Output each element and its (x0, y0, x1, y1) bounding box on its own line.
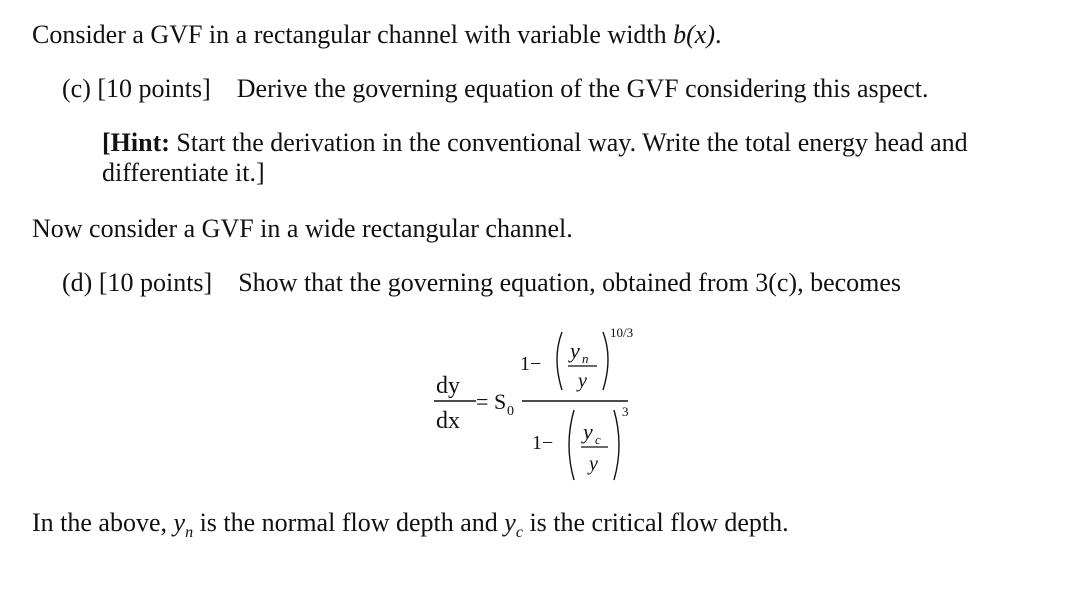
hint-open-bracket: [ (102, 128, 111, 157)
part-c-text: Derive the governing equation of the GVF considering this aspect. (236, 74, 929, 103)
eq-denominator-y: y (589, 453, 598, 475)
closing-yc: y (504, 508, 516, 537)
eq-denominator-right-paren (614, 410, 619, 480)
eq-yc-symbol: y (583, 419, 593, 444)
eq-lhs-denominator: dx (436, 408, 460, 434)
eq-yc-subscript: c (595, 432, 601, 447)
eq-numerator-left-paren (557, 332, 562, 390)
closing-post: is the critical flow depth. (522, 508, 789, 537)
closing-yc-subscript: c (515, 524, 523, 542)
intro-text: Consider a GVF in a rectangular channel with variable width (32, 20, 674, 49)
eq-slope: S (494, 389, 507, 414)
hint-label: Hint: (110, 128, 170, 157)
part-c-label: (c) [10 points] (62, 74, 211, 103)
hint-text: Start the derivation in the conventional way. Write the total energy head and differentiate it.] (102, 128, 968, 187)
wide-channel-text: Now consider a GVF in a wide rectangular channel. (32, 214, 573, 243)
eq-equals: = (476, 389, 489, 414)
eq-denominator-exponent: 3 (622, 404, 629, 419)
eq-lhs-numerator: dy (436, 373, 460, 399)
eq-numerator-exponent: 10/3 (610, 325, 634, 340)
closing-pre: In the above, (32, 508, 174, 537)
eq-denominator-one-minus: 1− (532, 432, 554, 454)
intro-period: . (715, 20, 722, 49)
eq-yn-symbol: y (570, 338, 580, 363)
eq-denominator-left-paren (569, 410, 574, 480)
closing-yn: y (173, 508, 186, 537)
width-variable: b(x) (673, 20, 715, 49)
eq-yn-subscript: n (582, 351, 589, 366)
part-d-label: (d) [10 points] (62, 268, 213, 297)
closing-mid: is the normal flow depth and (193, 508, 505, 537)
eq-slope-subscript: 0 (507, 404, 514, 419)
eq-numerator-y: y (578, 370, 587, 392)
closing-paragraph (32, 508, 789, 548)
part-d-text: Show that the governing equation, obtained from 3(c), becomes (238, 268, 902, 297)
eq-numerator-one-minus: 1− (520, 353, 542, 375)
closing-yn-subscript: n (185, 524, 194, 542)
eq-numerator-right-paren (603, 332, 608, 390)
